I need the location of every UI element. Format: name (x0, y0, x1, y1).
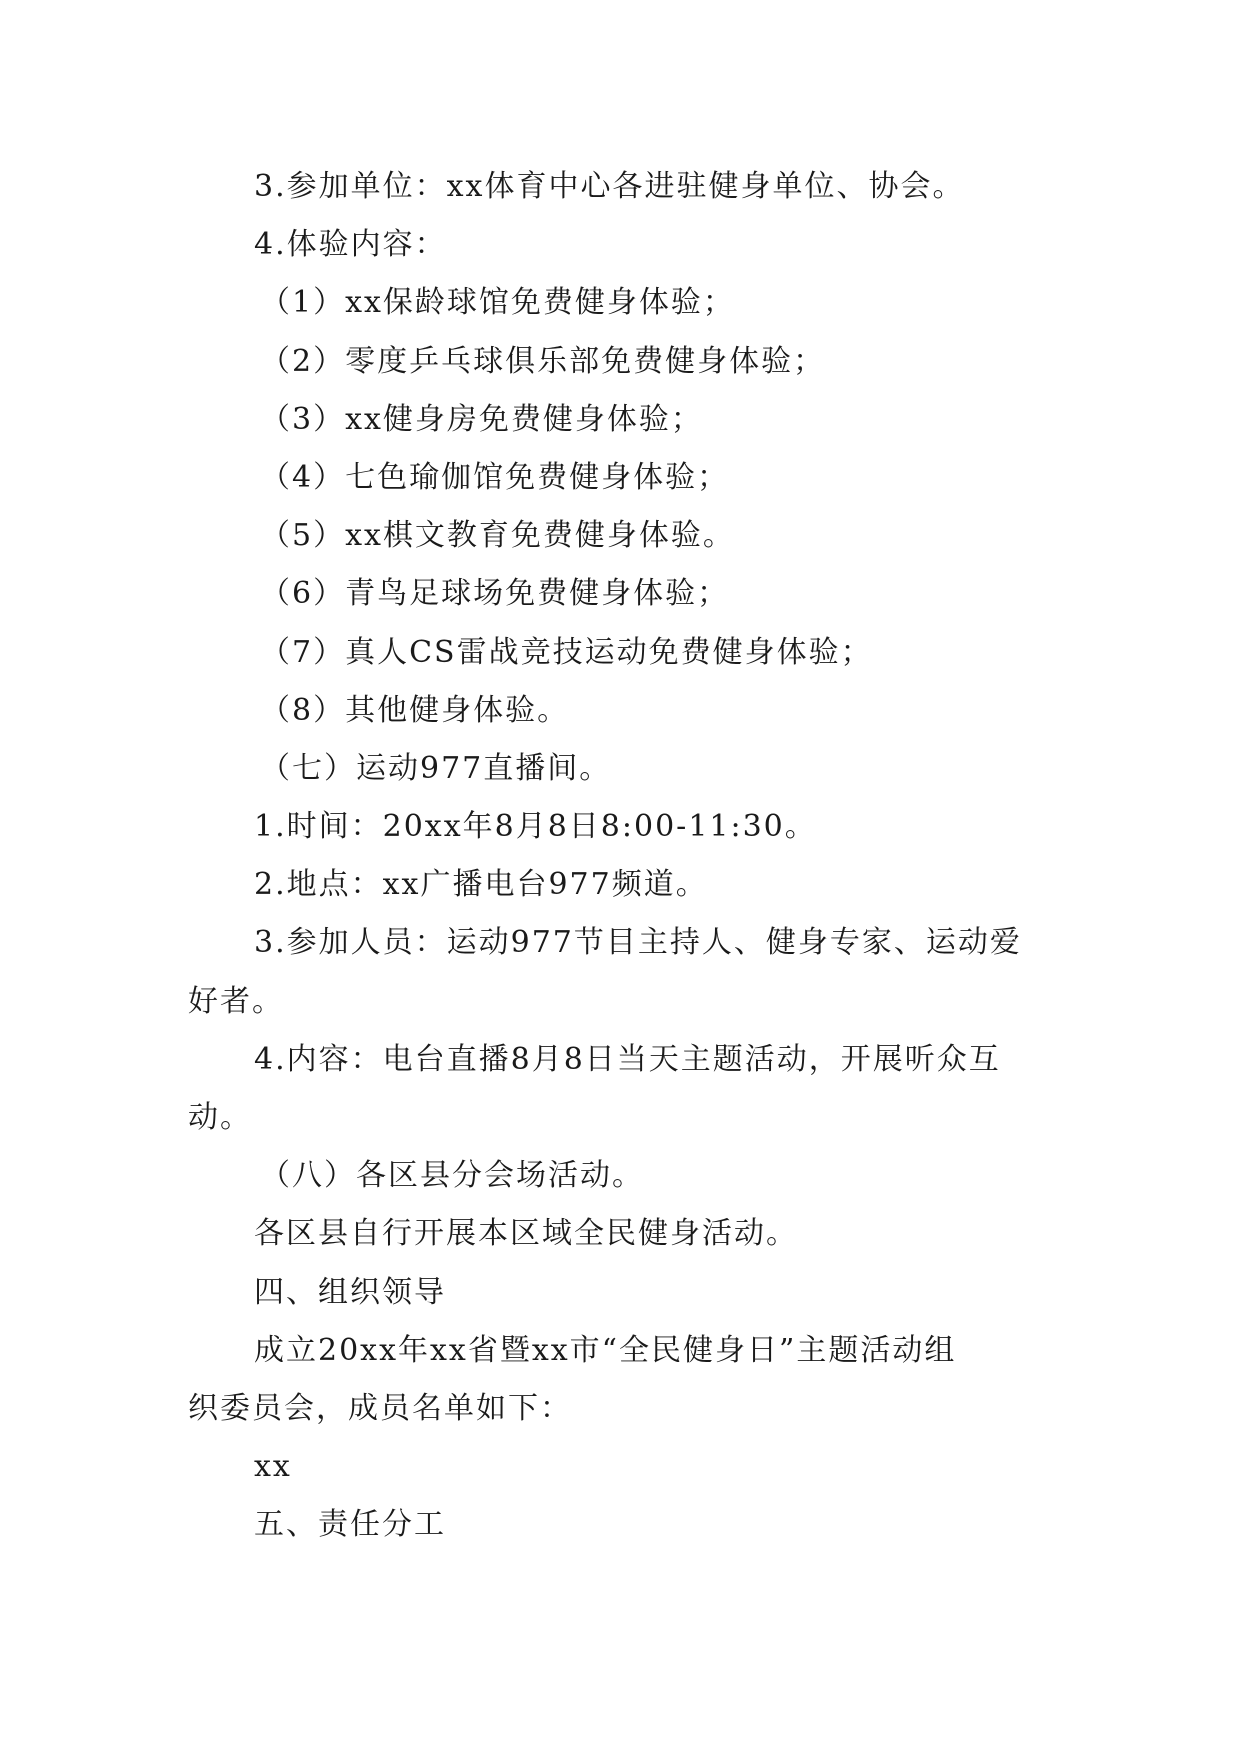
list-item-1: （1）xx保龄球馆免费健身体验； (260, 285, 735, 321)
list-item-8: （8）其他健身体验。 (260, 692, 570, 728)
list-item-7: （7）真人CS雷战竞技运动免费健身体验； (260, 634, 873, 670)
document-body (188, 158, 1048, 1555)
paragraph-content-continued: 动。 (188, 1100, 252, 1135)
list-item-5: （5）xx棋文教育免费健身体验。 (260, 518, 735, 554)
paragraph-district-activities: 各区县自行开展本区域全民健身活动。 (254, 1216, 798, 1252)
paragraph-participants-continued: 好者。 (188, 983, 284, 1019)
list-item-6: （6）青鸟足球场免费健身体验； (260, 576, 730, 612)
section-heading-8: （八）各区县分会场活动。 (260, 1158, 644, 1194)
paragraph-committee: 成立20xx年xx省暨xx市“全民健身日”主题活动组 (254, 1332, 957, 1368)
member-list-placeholder: xx (254, 1449, 292, 1485)
section-heading-7: （七）运动977直播间。 (260, 750, 612, 786)
paragraph-location: 2.地点：xx广播电台977频道。 (254, 867, 708, 903)
paragraph-content: 4.内容：电台直播8月8日当天主题活动，开展听众互 (254, 1041, 1001, 1077)
section-heading-organization: 四、组织领导 (254, 1274, 446, 1310)
paragraph-participating-units: 3.参加单位：xx体育中心各进驻健身单位、协会。 (254, 169, 965, 204)
paragraph-committee-continued: 织委员会，成员名单如下： (188, 1390, 572, 1426)
list-item-2: （2）零度乒乓球俱乐部免费健身体验； (260, 343, 826, 379)
list-item-3: （3）xx健身房免费健身体验； (260, 401, 703, 437)
paragraph-participants: 3.参加人员：运动977节目主持人、健身专家、运动爱 (254, 925, 1022, 961)
paragraph-time: 1.时间：20xx年8月8日8:00-11:30。 (254, 809, 817, 845)
paragraph-experience-content: 4.体验内容： (254, 227, 447, 263)
section-heading-responsibilities: 五、责任分工 (254, 1507, 446, 1543)
list-item-4: （4）七色瑜伽馆免费健身体验； (260, 459, 730, 495)
